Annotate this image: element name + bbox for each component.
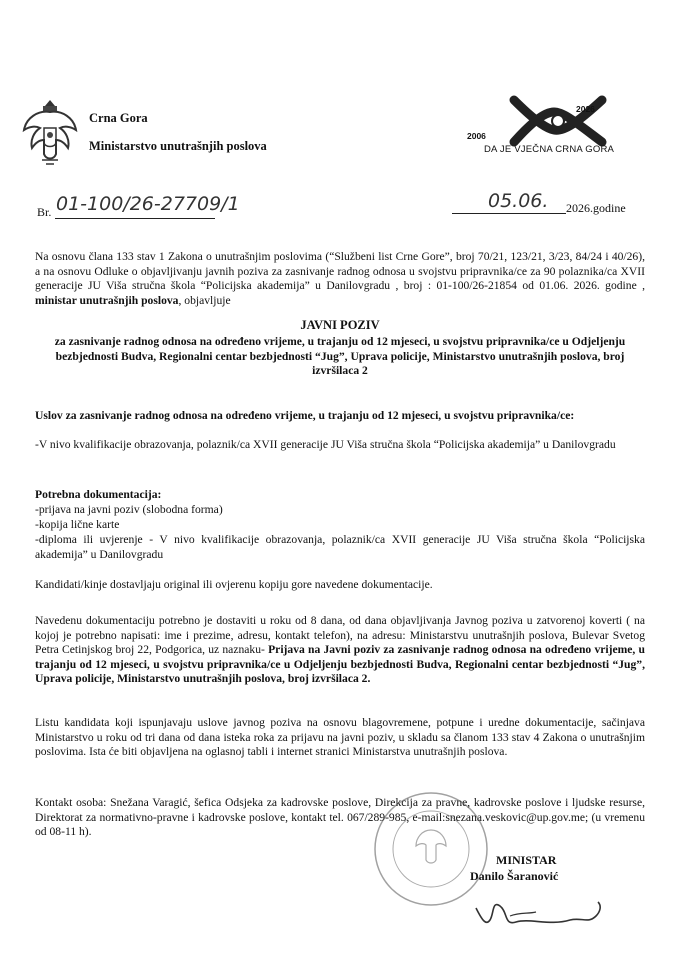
docs-heading: Potrebna dokumentacija: [35,488,162,501]
docs-item-1: -prijava na javni poziv (slobodna forma) [35,503,223,516]
ref-label: Br. [37,205,52,219]
ref-number-handwritten: 01-100/26-27709/1 [56,193,240,215]
signature-title: MINISTAR [496,853,557,867]
handwritten-signature [470,890,620,935]
ministry-name: Ministarstvo unutrašnjih poslova [89,139,267,153]
list-paragraph: Listu kandidata koji ispunjavaju uslove javnog poziva na osnovu blagovremene, potpune i uredne dokumentacije, sačinjava Ministarstvo u roku od tri dana od dana isteka roka za prijavu na javni poziv, u skladu sa članom 133 stav 4 Zakona o unutrašnjim poslovima. Ista će biti objavljena na oglasnoj tabli i internet stranici Ministarstva unutrašnjih poslova. [35,716,645,759]
ref-underline [55,218,215,219]
country-name: Crna Gora [89,111,148,125]
contact-paragraph: Kontakt osoba: Snežana Varagić, šefica Odsjeka za kadrovske poslove, Direkcija za pravne, kadrovske poslove i ljudske resurse, Direktorat za normativno-pravne i kadrovske poslove, kontakt tel. 067/289-985, e-mail:snezana.veskovic@up.gov.me; (u vremenu od 08-11 h). [35,796,645,839]
anniversary-year-end: 2026 [576,104,595,114]
docs-item-3: -diploma ili uvjerenje - V nivo kvalifikacije obrazovanja, polaznik/ca XVII generacije JU Viša stručna škola “Policijska akademija” u Danilovgradu [35,533,645,561]
intro-text: Na osnovu člana 133 stav 1 Zakona o unutrašnjim poslovima (“Službeni list Crne Gore”, broj 70/21, 123/21, 3/23, 84/24 i 40/26), a na osnovu Odluke o objavljivanju javnih poziva za zasnivanje radnog odnosa u svojstvu pripravnika/ce za 90 polaznika/ca XVII generacije JU Viša stručna škola “Policijska akademija” u Danilovgradu , broj : 01-100/26-21854 od 01.06. 2026. godine , [35,250,645,293]
date-underline [452,213,566,214]
anniversary-motto: DA JE VJEČNA CRNA GORA [484,144,615,155]
delivery-paragraph [35,614,645,687]
document-subtitle: za zasnivanje radnog odnosa na određeno vrijeme, u trajanju od 12 mjeseci, u svojstvu pripravnika/ce u Odjeljenju bezbjednosti Budva, Regionalni centar bezbjednosti “Jug”, Uprava policije, Ministarstvo unutrašnjih poslova, broj izvršilaca 2 [54,335,626,378]
signature-name: Danilo Šaranović [470,869,559,883]
anniversary-year-start: 2006 [467,131,486,141]
intro-end: , objavljuje [178,293,231,307]
date-handwritten: 05.06. [488,190,549,212]
candidates-paragraph: Kandidati/kinje dostavljaju original ili ovjerenu kopiju gore navedene dokumentacije. [35,578,433,591]
delivery-text: Navedenu dokumentaciju potrebno je dostaviti u roku od 8 dana, od dana objavljivanja Javnog poziva u zatvorenoj koverti ( na kojoj je potrebno napisati: ime i prezime, adresu, kontakt telefon), na adresu: Ministarstvu unutrašnjih poslova, Bulevar Svetog Petra Cetinjskog broj 22, Podgorica, uz naznaku- [35,614,645,657]
delivery-bold: Prijava na Javni poziv za zasnivanje radnog odnosa na određeno vrijeme, u trajanju od 12 mjeseci, u svojstvu pripravnika/ce u Odjeljenju bezbjednosti Budva, Regionalni centar bezbjednosti “Jug”, Uprava policije, Ministarstvo unutrašnjih poslova, broj izvršilaca 2. [35,643,645,686]
document-title: JAVNI POZIV [300,318,380,332]
docs-item-2: -kopija lične karte [35,518,120,531]
coat-of-arms-emblem [20,98,80,168]
condition-text: -V nivo kvalifikacije obrazovanja, polaznik/ca XVII generacije JU Viša stručna škola “Policijska akademija” u Danilovgradu [35,438,616,451]
intro-paragraph [35,250,645,308]
date-year: 2026.godine [566,201,626,215]
condition-heading: Uslov za zasnivanje radnog odnosa na određeno vrijeme, u trajanju od 12 mjeseci, u svojstvu pripravnika/ce: [35,409,575,422]
intro-bold: ministar unutrašnjih poslova [35,293,179,307]
